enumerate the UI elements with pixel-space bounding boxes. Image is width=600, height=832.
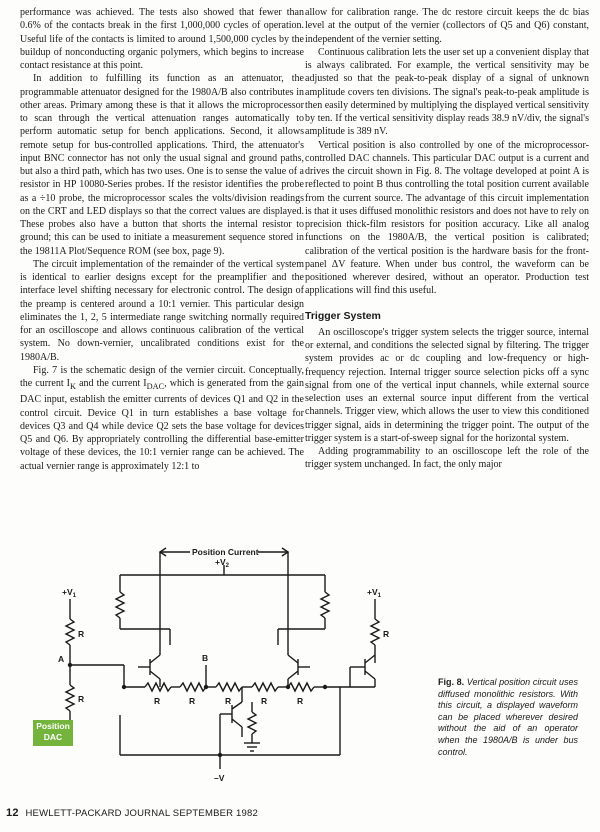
left-paragraph-4 <box>20 364 304 473</box>
label-r6: R <box>261 696 268 706</box>
label-v1-right-sub: 1 <box>377 593 381 599</box>
right-paragraph-1: allow for calibration range. The dc restore circuit keeps the dc bias level at the output of the vernier (collectors of Q5 and Q6) constant, independent of the vernier setting. <box>305 7 589 45</box>
p4-text-c: , which is generated from the gain DAC input, establish the emitter currents of devices Q1 and Q2 in the control circuit. Device Q1 in turn establishes a base voltage for devices Q3 and Q4 while device Q2 sets the base voltage for devices Q5 and Q6. By appropriately controlling the differential base-emitter voltage of these devices, the 10:1 vernier range can be achieved. The actual vernier range is approximately 12:1 to <box>20 378 304 472</box>
right-paragraph-3: Vertical position is also controlled by one of the microprocessor-controlled DAC channels. This particular DAC output is a current and drives the circuit shown in Fig. 8. The voltage developed at point A is reflected to point B thus controlling the total position current available from the current source. The advantage of this circuit implementation is that it uses diffused monolithic resistors and does not have to rely on precision thick-film resistors for position accuracy. Like all analog functions on the 1980A/B, the vertical position is calibrated; calibration of the vertical position is the hardware basis for the front-panel ΔV feature. When under bus control, the waveform can be positioned wherever desired, without an operator. Production test applications will find this useful. <box>305 139 589 297</box>
label-r1: R <box>78 629 85 639</box>
journal-name: HEWLETT-PACKARD JOURNAL SEPTEMBER 1982 <box>25 808 258 819</box>
right-paragraph-2: Continuous calibration lets the user set up a convenient display that is always calibrated. For example, the vertical sensitivity may be adjusted so that the peak-to-peak display of a signal of unknown amplitude covers ten divisions. The signal's peak-to-peak amplitude is then easily determined by multiplying the displayed vertical sensitivity by ten. If the vertical sensitivity display reads 38.9 nV/div, the signal's amplitude is 389 nV. <box>305 46 589 138</box>
label-v2-sub: 2 <box>225 563 229 569</box>
position-dac-line1: Position <box>36 721 70 731</box>
label-v1-left <box>62 587 77 599</box>
figure-caption <box>438 677 578 758</box>
right-paragraph-5: Adding programmability to an oscilloscope left the role of the trigger system unchanged. In fact, the only major <box>305 446 589 471</box>
label-v1-right-main: +V <box>367 587 378 597</box>
circuit-nodes <box>68 663 327 757</box>
figure-8-schematic <box>20 537 580 792</box>
label-r2: R <box>78 694 85 704</box>
left-column <box>20 6 304 473</box>
position-dac-block <box>33 720 73 746</box>
right-paragraph-4: An oscilloscope's trigger system selects the trigger source, internal or external, and conditions the selected signal by filtering. The trigger system provides ac or dc coupling and low-frequency or high-frequency rejection. Internal trigger source selection picks off a sync signal from one of the vertical input channels, while external source selection uses an external source input different from the vertical channels. Trigger view, which allows the user to view this conditioned trigger signal, aids in determining the trigger point. The output of the trigger system is a start-of-sweep signal for the horizontal system. <box>305 326 589 444</box>
label-v1-right <box>367 587 382 599</box>
label-r5: R <box>225 696 232 706</box>
caption-text: Vertical position circuit uses diffused monolithic resistors. With this circuit, a displayed waveform can be placed wherever desired without the aid of an operator when the 1980A/B is under bus control. <box>438 677 578 757</box>
left-paragraph-2: In addition to fulfilling its function as an attenuator, the programmable attenuator designed for the 1980A/B also contributes in other areas. Primary among these is that it allows the microprocessor to scan through the vertical attenuation ranges automatically to perform automatic setup for bench applications. Second, it allows remote setup for bus-controlled applications. Third, the attenuator's input BNC connector has not only the usual signal and ground paths, but also a third path, which has two uses. One is to sense the value of a resistor in HP 10080-Series probes. If the resistor identifies the probe as a ÷10 probe, the microprocessor scales the volts/division readings on the CRT and LED displays so that the correct values are displayed. These probes also have a button that shorts the internal resistor to ground; this can be used to initiate a measurement sequence stored in the 19811A Plot/Sequence ROM (see box, page 9). <box>20 73 304 257</box>
label-node-b: B <box>202 653 209 663</box>
circuit-wires <box>66 548 379 769</box>
right-column <box>305 6 589 472</box>
label-v1-left-sub: 1 <box>72 593 76 599</box>
left-paragraph-1: performance was achieved. The tests also showed that fewer than 0.6% of the contacts break in the first 1,000,000 cycles of operation. Useful life of the contacts is limited to around 1,500,000 cycles by the buildup of nonconducting organic polymers, which begins to increase contact resistance at this point. <box>20 7 304 71</box>
p4-sub-k: K <box>70 382 77 391</box>
position-dac-line2: DAC <box>43 732 63 742</box>
label-r4: R <box>189 696 196 706</box>
label-v2 <box>215 557 230 569</box>
p4-sub-dac: DAC <box>146 382 165 391</box>
label-v2-main: +V <box>215 557 226 567</box>
page-footer <box>6 807 258 819</box>
p4-text-a: Fig. 7 is the schematic design of the vernier circuit. Conceptually, the current I <box>20 364 304 389</box>
left-paragraph-3: The circuit implementation of the remainder of the vertical system is identical to earlier designs except for the preamplifier and the interface level shifting necessary for electronic control. The design of the preamp is centered around a 10:1 vernier. This particular design eliminates the 1, 2, 5 intermediate range switching normally required for an oscilloscope and allows continuous calibration of the vertical system. No down-vernier, uncalibrated conditions exist for the 1980A/B. <box>20 258 304 363</box>
label-node-a: A <box>58 654 65 664</box>
caption-label: Fig. 8. <box>438 677 465 687</box>
section-heading-trigger-system: Trigger System <box>305 309 381 322</box>
circuit-diagram <box>20 537 440 792</box>
label-minus-v: –V <box>214 773 225 783</box>
page-number: 12 <box>6 807 19 819</box>
p4-text-b: and the current I <box>76 378 147 389</box>
label-r7: R <box>297 696 304 706</box>
label-position-current: Position Current <box>192 547 259 557</box>
label-r8: R <box>383 629 390 639</box>
label-v1-left-main: +V <box>62 587 73 597</box>
label-r3: R <box>154 696 161 706</box>
